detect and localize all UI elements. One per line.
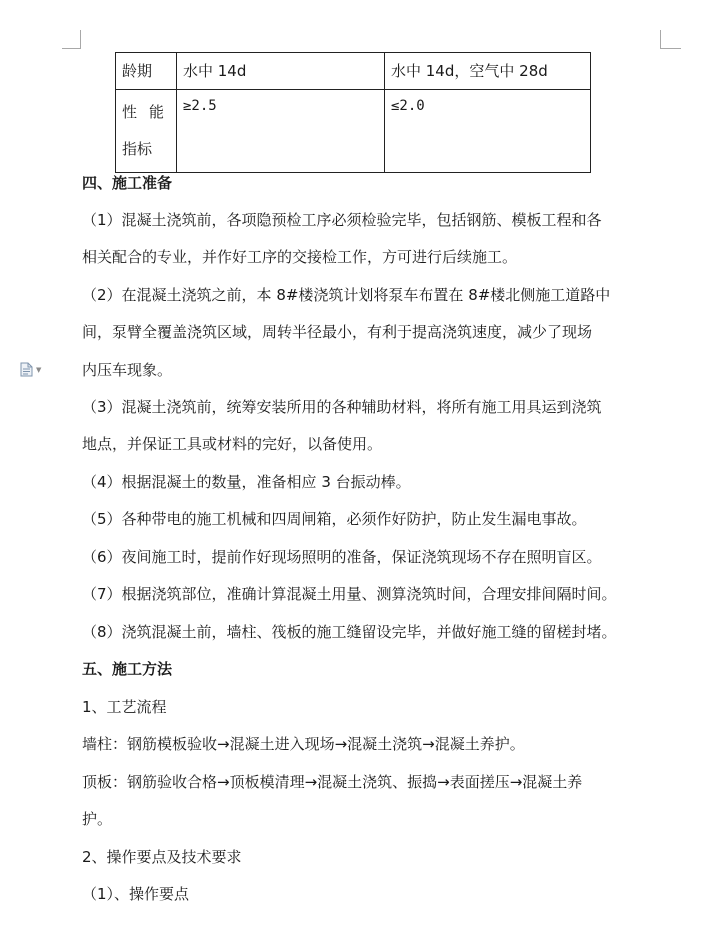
paragraph-line: （6）夜间施工时，提前作好现场照明的准备，保证浇筑现场不存在照明盲区。	[82, 548, 602, 566]
table-cell-value-ge: ≥2.5	[177, 90, 385, 173]
document-paragraph-icon	[20, 362, 33, 377]
table-cell-water-air: 水中 14d，空气中 28d	[385, 53, 591, 90]
subheading-operation-points: （1）、操作要点	[82, 885, 190, 903]
paragraph-line: （2）在混凝土浇筑之前，本 8#楼浇筑计划将泵车布置在 8#楼北侧施工道路中	[82, 286, 611, 304]
label-part: 指标	[122, 140, 153, 158]
table-cell-water-14d: 水中 14d	[177, 53, 385, 90]
paragraph-line: （3）混凝土浇筑前，统筹安装所用的各种辅助材料，将所有施工用具运到浇筑	[82, 398, 602, 416]
subheading-process-flow: 1、工艺流程	[82, 698, 167, 716]
subheading-key-points: 2、操作要点及技术要求	[82, 848, 242, 866]
paragraph-line: （5）各种带电的施工机械和四周闸箱，必须作好防护，防止发生漏电事故。	[82, 510, 587, 528]
label-part: 性	[122, 103, 138, 121]
table-row	[116, 53, 591, 90]
paragraph-line: （8）浇筑混凝土前，墙柱、筏板的施工缝留设完毕，并做好施工缝的留槎封堵。	[82, 623, 617, 641]
crop-mark-top-left	[62, 30, 81, 49]
paragraph-line: 顶板：钢筋验收合格→顶板模清理→混凝土浇筑、振捣→表面搓压→混凝土养	[82, 773, 583, 791]
paragraph-line: 相关配合的专业，并作好工序的交接检工作，方可进行后续施工。	[82, 248, 518, 266]
paragraph-line: 间，泵臂全覆盖浇筑区域，周转半径最小，有利于提高浇筑速度，减少了现场	[82, 323, 593, 341]
paragraph-line: （1）混凝土浇筑前，各项隐预检工序必须检验完毕，包括钢筋、模板工程和各	[82, 211, 602, 229]
paragraph-line: 护。	[82, 810, 113, 828]
label-part: 能	[149, 103, 165, 121]
crop-mark-top-right	[660, 30, 681, 49]
section-heading-preparation: 四、施工准备	[82, 174, 173, 192]
dropdown-caret-icon: ▼	[36, 365, 42, 374]
table-row	[116, 90, 591, 173]
table-cell-age-label: 龄期	[116, 53, 177, 90]
paragraph-line: （4）根据混凝土的数量，准备相应 3 台振动棒。	[82, 473, 411, 491]
paragraph-menu-button[interactable]	[20, 362, 41, 377]
table-cell-performance-label	[116, 90, 177, 173]
paragraph-line: 地点，并保证工具或材料的完好，以备使用。	[82, 435, 383, 453]
performance-table	[115, 52, 591, 173]
paragraph-line: 内压车现象。	[82, 361, 173, 379]
section-heading-methods: 五、施工方法	[82, 660, 173, 678]
paragraph-line: 墙柱：钢筋模板验收→混凝土进入现场→混凝土浇筑→混凝土养护。	[82, 735, 525, 753]
table-cell-value-le: ≤2.0	[385, 90, 591, 173]
paragraph-line: （7）根据浇筑部位，准确计算混凝土用量、测算浇筑时间，合理安排间隔时间。	[82, 585, 617, 603]
